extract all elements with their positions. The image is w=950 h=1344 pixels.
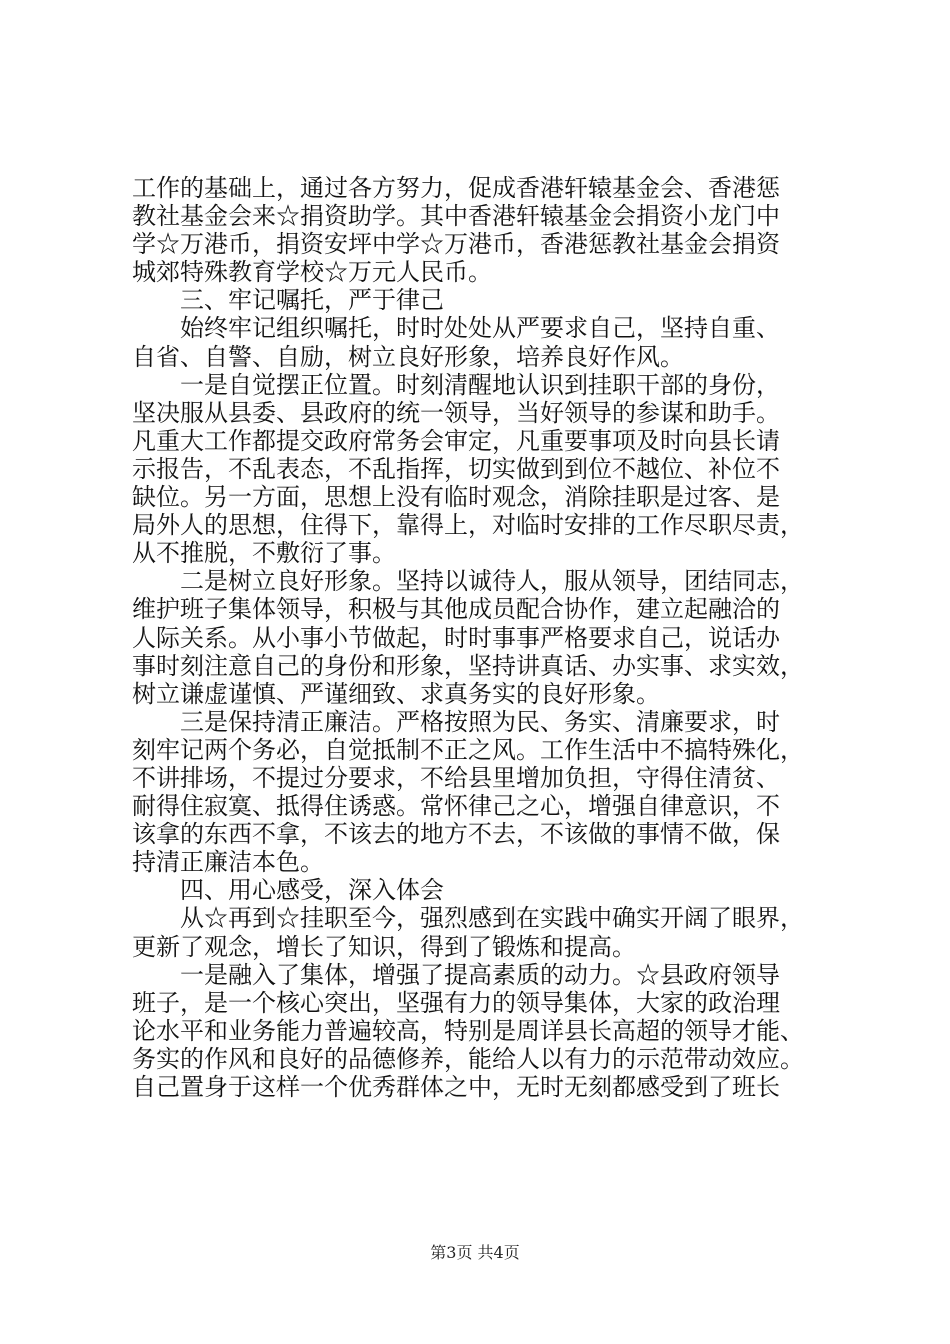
text-line: 一是融入了集体，增强了提高素质的动力。☆县政府领导 <box>132 960 780 989</box>
text-line: 事时刻注意自己的身份和形象，坚持讲真话、办实事、求实效， <box>132 651 804 680</box>
text-line: 耐得住寂寞、抵得住诱惑。常怀律己之心，增强自律意识，不 <box>132 792 780 821</box>
text-line: 局外人的思想，住得下，靠得上，对临时安排的工作尽职尽责， <box>132 511 804 540</box>
section-heading: 四、用心感受，深入体会 <box>132 876 444 905</box>
text-line: 三是保持清正廉洁。严格按照为民、务实、清廉要求，时 <box>132 707 780 736</box>
text-line: 学☆万港币，捐资安坪中学☆万港币，香港惩教社基金会捐资 <box>132 230 780 259</box>
text-line: 树立谦虚谨慎、严谨细致、求真务实的良好形象。 <box>132 679 660 708</box>
text-line: 缺位。另一方面，思想上没有临时观念，消除挂职是过客、是 <box>132 483 780 512</box>
page-number-footer: 第3页 共4页 <box>430 1243 520 1262</box>
text-line: 自己置身于这样一个优秀群体之中，无时无刻都感受到了班长 <box>132 1073 780 1101</box>
text-line: 从不推脱，不敷衍了事。 <box>132 539 396 568</box>
text-line: 二是树立良好形象。坚持以诚待人，服从领导，团结同志， <box>132 567 804 596</box>
text-line: 教社基金会来☆捐资助学。其中香港轩辕基金会捐资小龙门中 <box>132 202 780 231</box>
text-line: 论水平和业务能力普遍较高，特别是周详县长高超的领导才能、 <box>132 1016 804 1045</box>
document-body <box>132 174 830 1101</box>
section-heading: 三、牢记嘱托，严于律己 <box>132 286 444 315</box>
text-line: 一是自觉摆正位置。时刻清醒地认识到挂职干部的身份， <box>132 370 780 399</box>
text-line: 更新了观念，增长了知识，得到了锻炼和提高。 <box>132 932 636 961</box>
text-line: 自省、自警、自励，树立良好形象，培养良好作风。 <box>132 342 684 371</box>
text-line: 城郊特殊教育学校☆万元人民币。 <box>132 258 492 287</box>
text-line: 刻牢记两个务必，自觉抵制不正之风。工作生活中不搞特殊化， <box>132 735 804 764</box>
text-line: 凡重大工作都提交政府常务会审定，凡重要事项及时向县长请 <box>132 426 780 455</box>
text-line: 持清正廉洁本色。 <box>132 848 324 877</box>
text-line: 人际关系。从小事小节做起，时时事事严格要求自己，说话办 <box>132 623 780 652</box>
text-line: 始终牢记组织嘱托，时时处处从严要求自己，坚持自重、 <box>132 314 780 343</box>
text-line: 示报告，不乱表态，不乱指挥，切实做到到位不越位、补位不 <box>132 454 780 483</box>
text-line: 从☆再到☆挂职至今，强烈感到在实践中确实开阔了眼界， <box>132 904 804 933</box>
text-line: 工作的基础上，通过各方努力，促成香港轩辕基金会、香港惩 <box>132 174 780 202</box>
text-line: 不讲排场，不提过分要求，不给县里增加负担，守得住清贫、 <box>132 763 780 792</box>
text-line: 班子，是一个核心突出，坚强有力的领导集体，大家的政治理 <box>132 988 780 1017</box>
text-line: 坚决服从县委、县政府的统一领导，当好领导的参谋和助手。 <box>132 398 780 427</box>
text-line: 务实的作风和良好的品德修养，能给人以有力的示范带动效应。 <box>132 1044 804 1073</box>
text-line: 维护班子集体领导，积极与其他成员配合协作，建立起融洽的 <box>132 595 780 624</box>
text-line: 该拿的东西不拿，不该去的地方不去，不该做的事情不做，保 <box>132 820 780 849</box>
